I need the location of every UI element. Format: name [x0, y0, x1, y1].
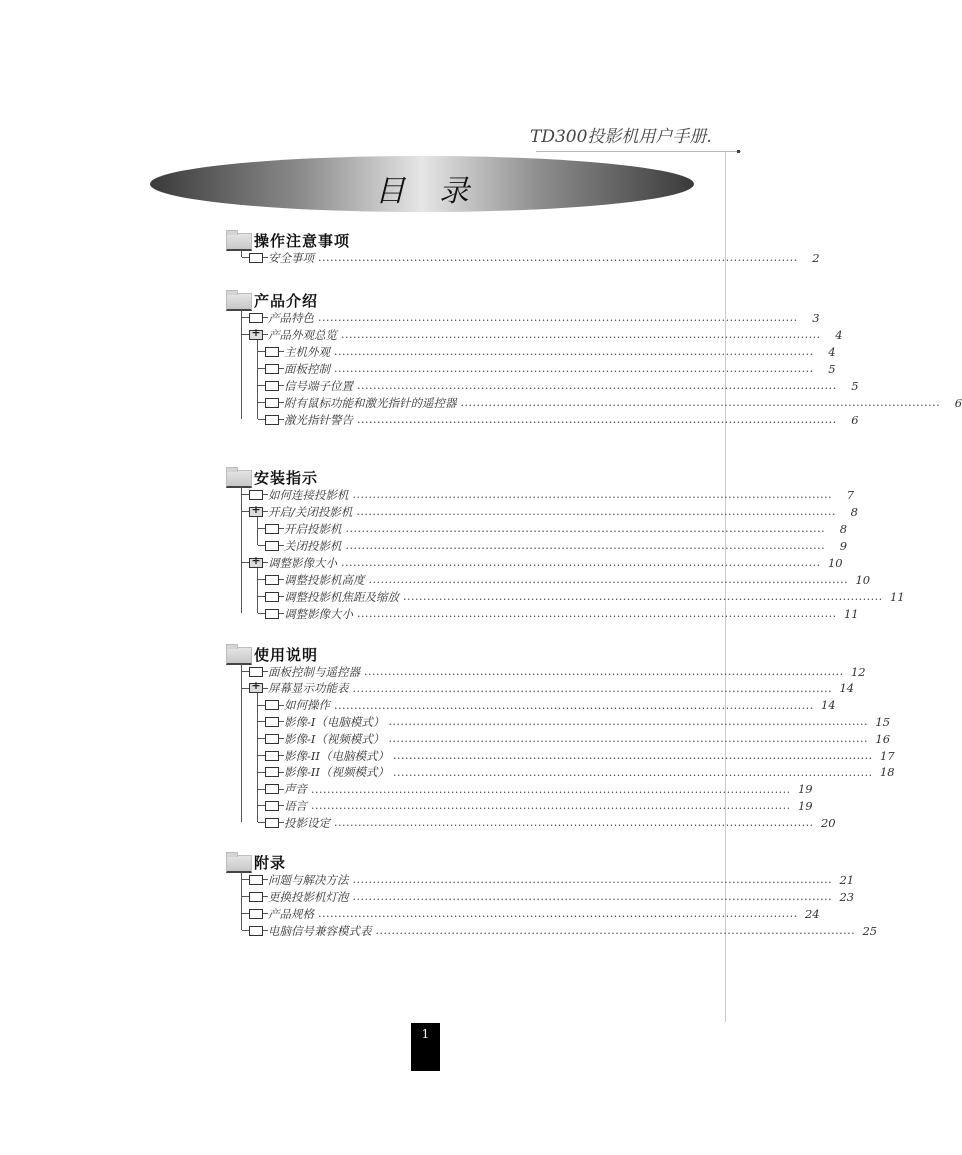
page-node-icon: [265, 784, 279, 794]
dot-leader: ........................................................................................................................: [392, 749, 873, 762]
entry-label: 语言: [284, 798, 307, 813]
dot-leader: ........................................................................................................................: [341, 556, 821, 569]
toc-section: [226, 644, 895, 830]
section-title: 安装指示: [254, 469, 319, 487]
branch-dash: [242, 562, 249, 563]
page-node-icon: [265, 609, 279, 619]
entry-label: 调整投影机焦距及缩放: [284, 589, 399, 604]
dot-leader: ........................................................................................................................: [460, 396, 941, 409]
dot-leader: ........................................................................................................................: [352, 890, 833, 903]
entry-page-number: 15: [875, 714, 891, 729]
page-node-icon: [265, 398, 279, 408]
toc-entry[interactable]: [242, 326, 843, 343]
entry-page-number: 11: [889, 589, 905, 604]
entry-page-number: 19: [797, 798, 813, 813]
dot-leader: ........................................................................................................................: [368, 573, 849, 586]
branch-dash: [242, 913, 249, 914]
branch-dash: [258, 755, 265, 756]
dot-leader: ........................................................................................................................: [357, 413, 837, 426]
entry-page-number: 24: [804, 906, 820, 921]
dot-leader: ........................................................................................................................: [352, 681, 833, 695]
dot-leader: ........................................................................................................................: [334, 816, 814, 830]
branch-dash: [258, 351, 265, 352]
entry-label: 产品外观总览: [268, 327, 337, 342]
dot-leader: ........................................................................................................................: [388, 732, 869, 746]
page-node-icon: [265, 700, 279, 710]
toc-section: [226, 852, 878, 938]
entry-label: 屏幕显示功能表: [268, 681, 349, 696]
entry-label: 附有鼠标功能和激光指针的遥控器: [284, 395, 457, 410]
entry-label: 产品规格: [268, 906, 314, 921]
entry-label: 影像-II（电脑模式）: [284, 748, 389, 763]
page-node-icon: [265, 751, 279, 761]
dot-leader: ........................................................................................................................: [334, 698, 814, 712]
toc-entry[interactable]: [258, 713, 891, 730]
dot-leader: ........................................................................................................................: [345, 539, 826, 552]
entry-page-number: 12: [850, 664, 866, 679]
dot-leader: ........................................................................................................................: [364, 665, 844, 678]
toc-entry[interactable]: [258, 343, 836, 360]
entry-label: 信号端子位置: [284, 378, 353, 393]
page-node-icon: [249, 490, 263, 500]
toc-entry[interactable]: [242, 663, 866, 680]
toc-entry[interactable]: [242, 309, 820, 326]
entry-page-number: 6: [851, 412, 859, 427]
dot-leader: ........................................................................................................................: [345, 522, 826, 535]
page-node-icon: [265, 717, 279, 727]
entry-label: 更换投影机灯泡: [268, 889, 349, 904]
toc-entry[interactable]: [258, 781, 813, 798]
toc-entry[interactable]: [258, 605, 859, 622]
entry-page-number: 9: [839, 538, 848, 553]
entry-page-number: 14: [820, 698, 836, 713]
entry-label: 面板控制: [284, 361, 330, 376]
entry-label: 主机外观: [284, 344, 330, 359]
entry-page-number: 18: [879, 765, 895, 780]
page-node-icon: [265, 575, 279, 585]
page-node-icon: [265, 541, 279, 551]
entry-label: 关闭投影机: [284, 538, 342, 553]
page-node-icon: [265, 415, 279, 425]
toc-banner-title: 目录: [375, 174, 503, 209]
toc-entry[interactable]: [242, 922, 878, 939]
header-rule: [536, 151, 741, 152]
entry-label: 如何连接投影机: [268, 487, 349, 502]
branch-dash: [242, 257, 249, 258]
page-node-icon: [249, 909, 263, 919]
branch-dash: [258, 789, 265, 790]
page-node-icon: [249, 926, 263, 936]
entry-label: 影像-II（视频模式）: [284, 765, 389, 780]
page-node-icon: [249, 253, 263, 263]
entry-page-number: 2: [812, 250, 820, 265]
entry-label: 调整投影机高度: [284, 572, 365, 587]
entry-page-number: 21: [839, 872, 855, 887]
toc-entry[interactable]: [242, 486, 855, 503]
dot-leader: ........................................................................................................................: [357, 379, 837, 392]
branch-dash: [258, 705, 265, 706]
branch-dash: [242, 879, 249, 880]
entry-label: 调整影像大小: [284, 606, 353, 621]
entry-label: 开启投影机: [284, 521, 342, 536]
dot-leader: ........................................................................................................................: [356, 505, 836, 518]
section-title: 操作注意事项: [254, 232, 351, 250]
toc-entry[interactable]: [242, 554, 843, 571]
branch-dash: [242, 930, 249, 931]
toc-entry[interactable]: [258, 537, 848, 554]
page-node-icon: [265, 734, 279, 744]
toc-section: [226, 230, 820, 265]
dot-leader: ........................................................................................................................: [352, 488, 833, 501]
entry-label: 问题与解决方法: [268, 872, 349, 887]
branch-dash: [258, 545, 265, 546]
dot-leader: ........................................................................................................................: [334, 362, 814, 375]
entry-label: 电脑信号兼容模式表: [268, 923, 372, 938]
entry-page-number: 19: [797, 782, 813, 797]
expand-node-icon[interactable]: [249, 507, 263, 517]
entry-page-number: 4: [835, 327, 843, 342]
entry-page-number: 5: [851, 378, 859, 393]
section-title: 使用说明: [254, 646, 319, 664]
branch-dash: [242, 334, 249, 335]
branch-dash: [242, 317, 249, 318]
page-node-icon: [265, 818, 279, 828]
entry-label: 投影设定: [284, 815, 330, 830]
entry-label: 开启/关闭投影机: [268, 504, 353, 519]
section-title: 附录: [254, 854, 287, 872]
toc-entry[interactable]: [258, 697, 836, 714]
toc-entry[interactable]: [258, 764, 895, 781]
dot-leader: ........................................................................................................................: [311, 782, 791, 796]
expand-node-icon[interactable]: [249, 558, 263, 568]
entry-label: 调整影像大小: [268, 555, 337, 570]
toc-entry[interactable]: [258, 730, 891, 747]
entry-label: 如何操作: [284, 698, 330, 713]
entry-page-number: 8: [839, 521, 848, 536]
entry-label: 安全事项: [268, 250, 314, 265]
toc-banner: [150, 156, 694, 212]
toc-entry[interactable]: [258, 797, 813, 814]
entry-page-number: 17: [879, 748, 895, 763]
entry-label: 影像-I（视频模式）: [284, 731, 385, 746]
page-node-icon: [265, 801, 279, 811]
entry-page-number: 7: [846, 487, 855, 502]
entry-page-number: 6: [954, 395, 962, 410]
toc-section: [226, 467, 905, 621]
toc-entry[interactable]: [242, 905, 820, 922]
entry-label: 声音: [284, 782, 307, 797]
toc-entry[interactable]: [242, 249, 820, 266]
branch-dash: [258, 528, 265, 529]
branch-dash: [242, 494, 249, 495]
toc-entry[interactable]: [242, 888, 855, 905]
toc-entry[interactable]: [258, 411, 859, 428]
header-title: TD300投影机用户手册.: [530, 127, 712, 147]
toc-entry[interactable]: [242, 503, 858, 520]
dot-leader: ........................................................................................................................: [341, 328, 821, 341]
entry-label: 激光指针警告: [284, 412, 353, 427]
branch-dash: [258, 613, 265, 614]
dot-leader: ........................................................................................................................: [334, 345, 814, 358]
entry-page-number: 10: [855, 572, 871, 587]
toc-entry[interactable]: [242, 680, 855, 697]
dot-leader: ........................................................................................................................: [392, 765, 873, 779]
toc-entry[interactable]: [258, 571, 871, 588]
toc-entry[interactable]: [258, 588, 905, 605]
branch-dash: [258, 721, 265, 722]
page-node-icon: [265, 364, 279, 374]
branch-dash: [258, 596, 265, 597]
page-node-icon: [265, 524, 279, 534]
entry-page-number: 14: [839, 681, 855, 696]
branch-dash: [258, 772, 265, 773]
dot-leader: ........................................................................................................................: [318, 251, 798, 264]
page-node-icon: [265, 767, 279, 777]
toc-entry[interactable]: [258, 394, 962, 411]
entry-page-number: 25: [862, 923, 878, 938]
entry-page-number: 4: [828, 344, 836, 359]
expand-node-icon[interactable]: [249, 683, 263, 693]
toc-entry[interactable]: [258, 360, 836, 377]
branch-dash: [258, 738, 265, 739]
branch-dash: [258, 579, 265, 580]
branch-dash: [258, 419, 265, 420]
page-number-tab: 1: [411, 1023, 440, 1071]
page-node-icon: [265, 347, 279, 357]
entry-page-number: 3: [812, 310, 820, 325]
branch-dash: [242, 896, 249, 897]
toc-entry[interactable]: [258, 747, 895, 764]
branch-dash: [242, 671, 249, 672]
entry-page-number: 11: [843, 606, 859, 621]
dot-leader: ........................................................................................................................: [318, 907, 798, 920]
toc-section: [226, 290, 962, 427]
dot-leader: ........................................................................................................................: [357, 607, 837, 620]
branch-dash: [258, 368, 265, 369]
entry-page-number: 23: [839, 889, 855, 904]
dot-leader: ........................................................................................................................: [403, 590, 883, 603]
page-node-icon: [249, 892, 263, 902]
toc-entry[interactable]: [258, 377, 859, 394]
entry-label: 面板控制与遥控器: [268, 664, 360, 679]
entry-label: 产品特色: [268, 310, 314, 325]
entry-page-number: 5: [828, 361, 836, 376]
branch-dash: [242, 511, 249, 512]
dot-leader: ........................................................................................................................: [352, 873, 833, 886]
entry-label: 影像-I（电脑模式）: [284, 714, 385, 729]
page-node-icon: [265, 592, 279, 602]
entry-page-number: 16: [875, 731, 891, 746]
branch-dash: [258, 402, 265, 403]
page-node-icon: [265, 381, 279, 391]
entry-page-number: 20: [820, 815, 836, 830]
expand-node-icon[interactable]: [249, 330, 263, 340]
dot-leader: ........................................................................................................................: [318, 311, 798, 324]
page-node-icon: [249, 313, 263, 323]
entry-page-number: 8: [850, 504, 858, 519]
branch-dash: [258, 385, 265, 386]
branch-dash: [258, 805, 265, 806]
header-dot: [737, 150, 740, 153]
dot-leader: ........................................................................................................................: [311, 799, 791, 813]
page-node-icon: [249, 667, 263, 677]
section-title: 产品介绍: [254, 292, 319, 310]
toc-entry[interactable]: [258, 520, 848, 537]
dot-leader: ........................................................................................................................: [388, 715, 869, 729]
page-node-icon: [249, 875, 263, 885]
toc-entry[interactable]: [258, 814, 836, 831]
entry-page-number: 10: [827, 555, 843, 570]
branch-dash: [258, 822, 265, 823]
branch-dash: [242, 688, 249, 689]
dot-leader: ........................................................................................................................: [375, 924, 856, 937]
toc-entry[interactable]: [242, 871, 855, 888]
